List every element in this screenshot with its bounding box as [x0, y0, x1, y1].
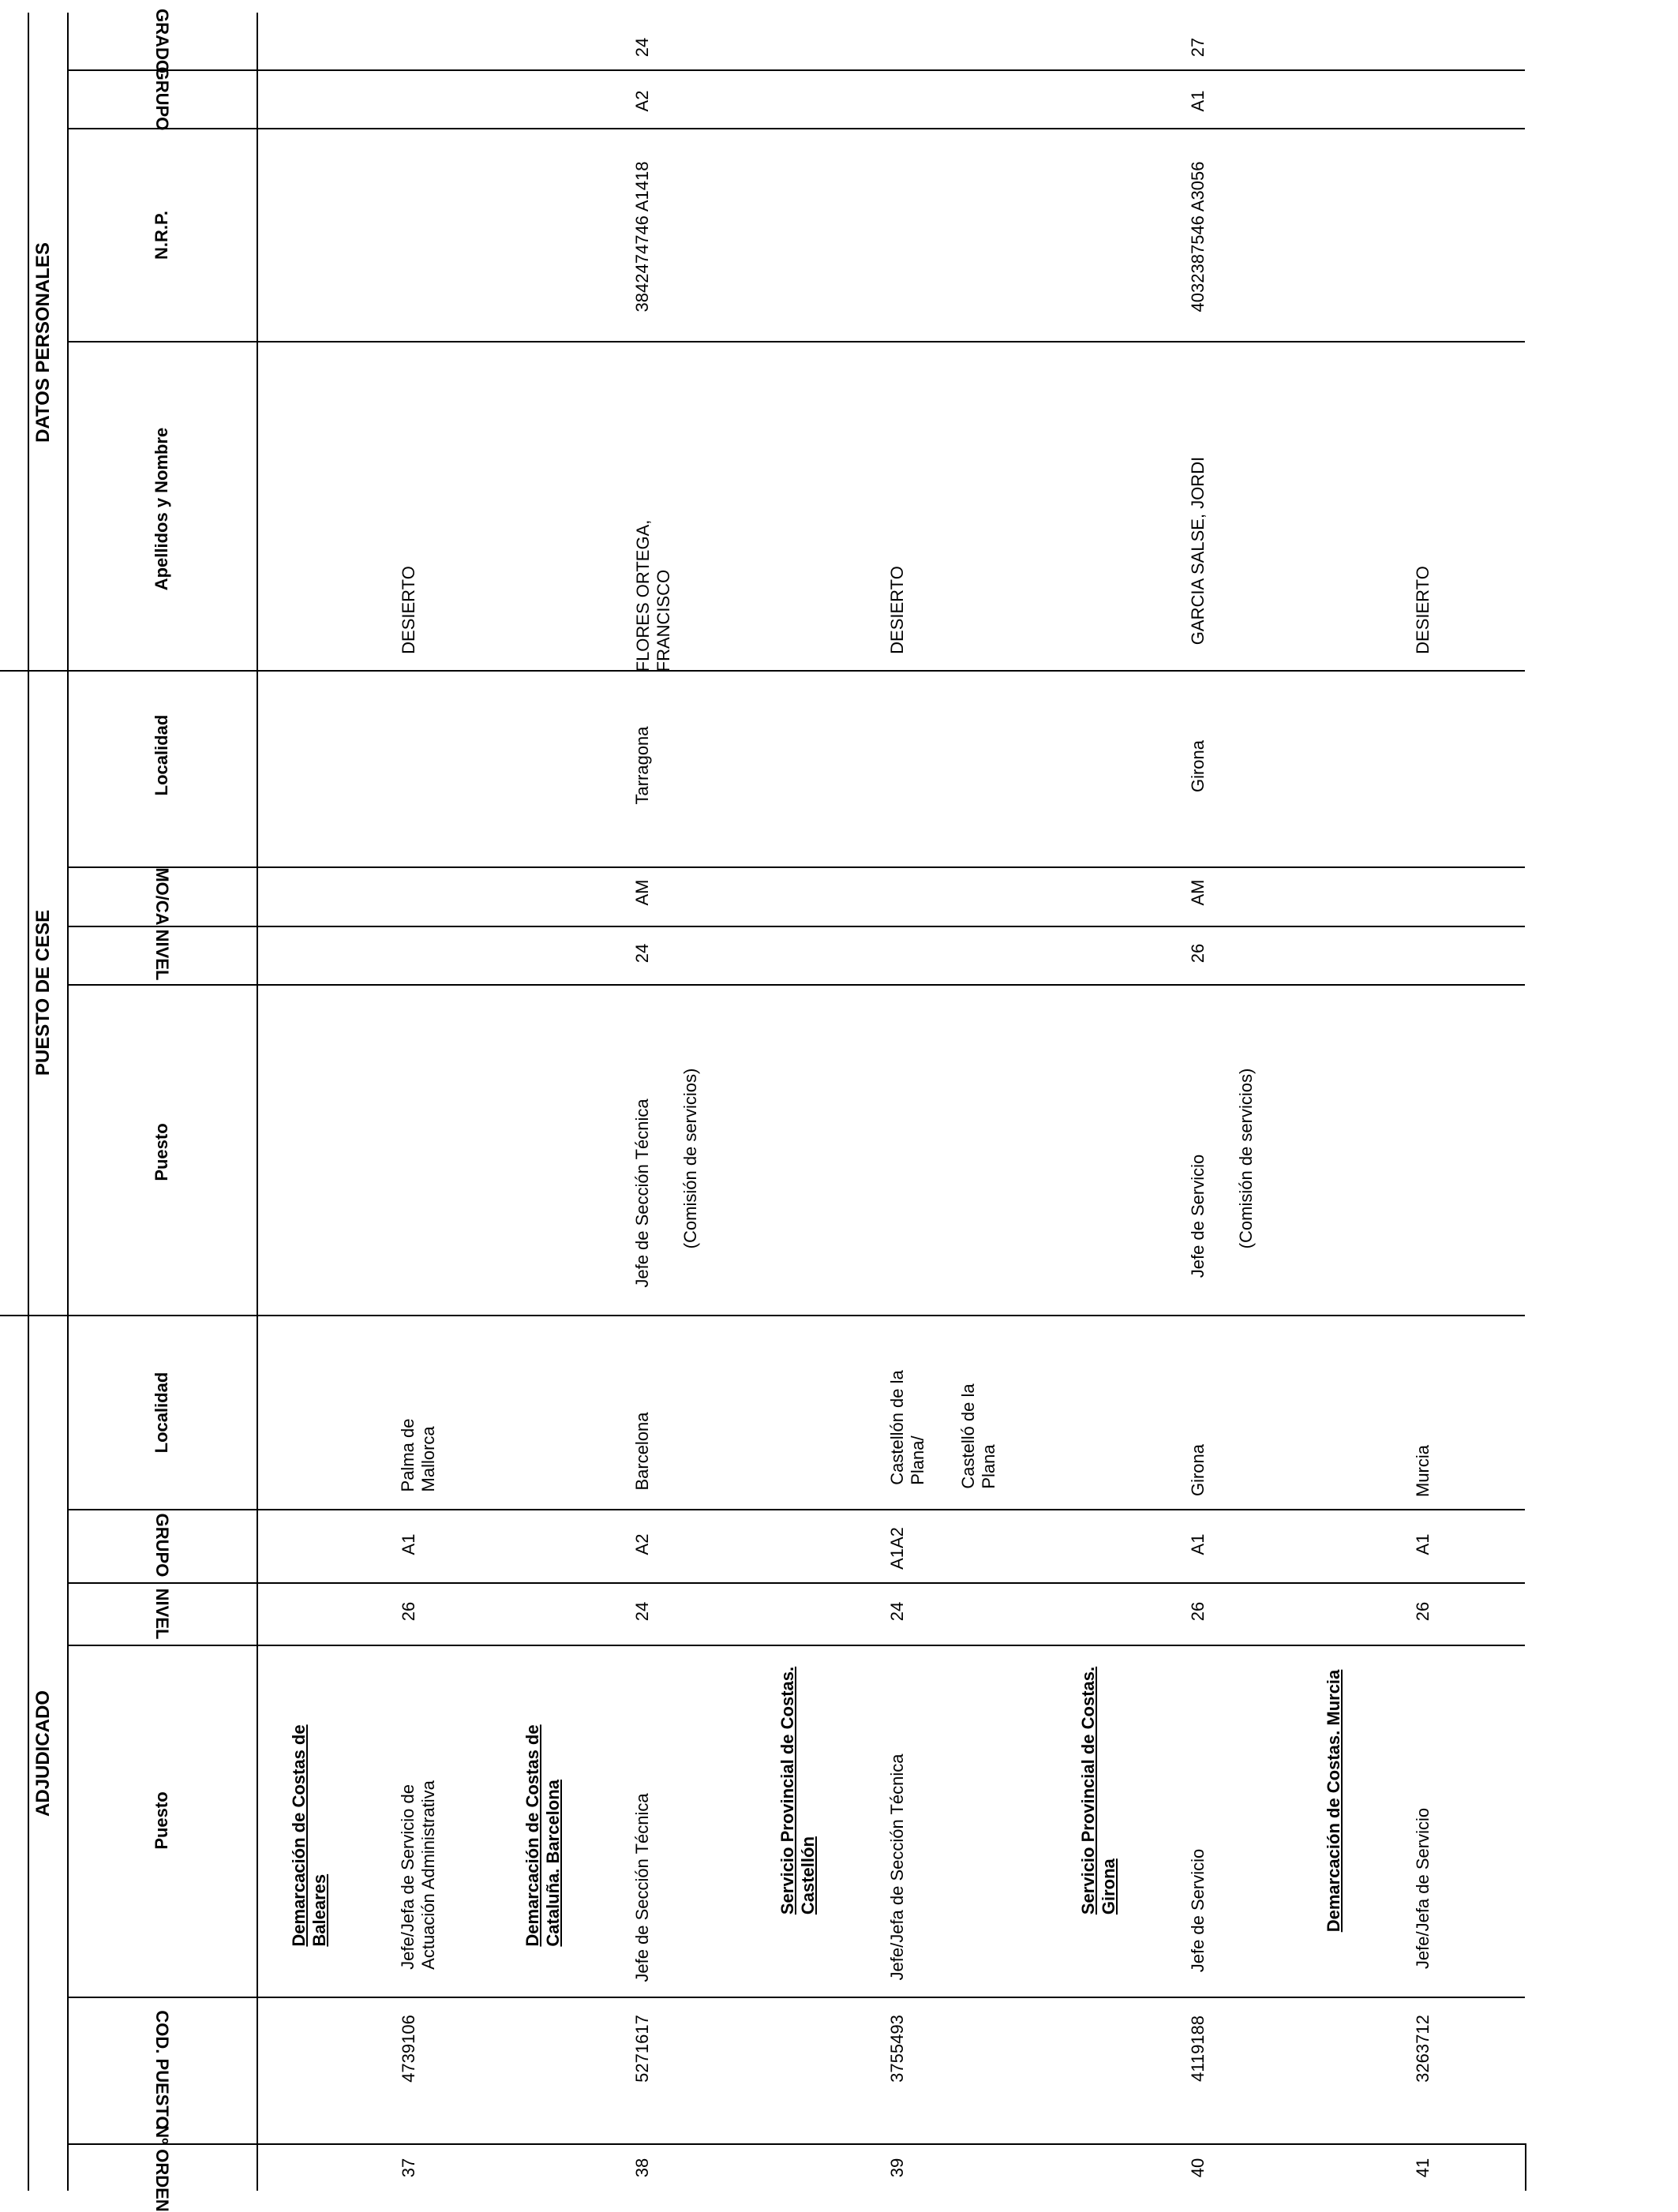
nrp-cell: 3842474746 A1418	[632, 161, 652, 313]
cese-puesto-cell: Jefe de Servicio	[1188, 1154, 1208, 1278]
header-cese-localidad: Localidad	[152, 714, 171, 796]
row-line	[67, 1582, 1525, 1584]
cese-mo-ca-cell: AM	[632, 879, 652, 906]
row-line	[67, 341, 1525, 342]
localidad-line: Plana	[979, 1444, 998, 1489]
dp-grupo-cell: A1	[1188, 90, 1208, 112]
header-puesto: Puesto	[152, 1791, 171, 1850]
header-apellidos: Apellidos y Nombre	[152, 427, 171, 591]
cod-puesto-cell: 4119188	[1188, 2015, 1208, 2083]
localidad-line: Castellón de la	[887, 1370, 907, 1485]
unit-heading-line: Girona	[1099, 1858, 1118, 1915]
unit-heading	[289, 1724, 330, 1946]
header-orden: Nº ORDEN	[152, 2125, 172, 2212]
unit-heading-line: Servicio Provincial de Costas.	[1078, 1666, 1098, 1915]
localidad-line: Castelló de la	[958, 1383, 978, 1489]
puesto-line: Jefe/Jefa de Servicio de	[398, 1784, 418, 1970]
cese-mo-ca-cell: AM	[1188, 879, 1208, 906]
localidad-cell: Murcia	[1413, 1444, 1433, 1498]
apellidos-cell: DESIERTO	[887, 566, 907, 654]
orden-cell: 41	[1413, 2158, 1433, 2178]
apellidos-cell	[633, 520, 674, 672]
grupo-cell: A2	[632, 1533, 652, 1555]
orden-cell: 37	[399, 2158, 418, 2178]
row-line	[67, 866, 1525, 868]
group-column-divider	[67, 13, 69, 2191]
localidad-cell	[887, 1370, 928, 1485]
cod-puesto-cell: 4739106	[399, 2015, 418, 2083]
row-line	[67, 984, 1525, 986]
localidad-cell	[398, 1419, 439, 1492]
cod-puesto-cell: 5271617	[632, 2015, 652, 2083]
nivel-cell: 26	[399, 1601, 418, 1622]
cese-localidad-cell: Girona	[1188, 739, 1208, 793]
orden-cell: 40	[1188, 2158, 1208, 2178]
unit-heading-line: Cataluña. Barcelona	[543, 1780, 563, 1947]
header-dp-grupo: GRUPO	[152, 66, 172, 131]
localidad-cell: Girona	[1188, 1443, 1208, 1497]
apellidos-cell: DESIERTO	[399, 566, 418, 654]
header-dp-grado: GRADO	[152, 9, 172, 73]
row-line	[67, 128, 1525, 129]
row-line	[67, 1645, 1525, 1646]
header-grupo: GRUPO	[152, 1513, 172, 1578]
cese-nivel-cell: 26	[1188, 943, 1208, 964]
group-adjudicado: ADJUDICADO	[32, 1690, 54, 1817]
unit-heading	[523, 1724, 564, 1946]
cese-puesto-cell: Jefe de Sección Técnica	[632, 1099, 652, 1288]
unit-heading-line: Demarcación de Costas de	[523, 1724, 542, 1947]
apellidos-line: FLORES ORTEGA,	[633, 519, 653, 672]
header-cese-mo-ca: MO/CA	[152, 867, 172, 926]
puesto-cell: Jefe de Servicio	[1188, 1848, 1208, 1973]
localidad-line: Palma de	[398, 1418, 418, 1492]
group-puesto-cese: PUESTO DE CESE	[32, 909, 54, 1076]
unit-heading-line: Castellón	[798, 1836, 818, 1915]
header-cod-puesto: COD. PUESTO	[152, 2010, 172, 2130]
cese-nivel-cell: 24	[632, 943, 652, 964]
apellidos-cell: DESIERTO	[1413, 566, 1433, 654]
puesto-cell: Jefe/Jefa de Servicio	[1413, 1807, 1433, 1970]
cod-puesto-cell: 3263712	[1413, 2015, 1433, 2083]
header-nivel: NIVEL	[152, 1588, 172, 1640]
unit-heading-line: Demarcación de Costas de	[289, 1724, 309, 1947]
puesto-line: Actuación Administrativa	[418, 1780, 438, 1970]
localidad-cell	[958, 1383, 999, 1488]
unit-heading	[1078, 1667, 1119, 1914]
puesto-cell: Jefe de Sección Técnica	[632, 1793, 652, 1982]
row-line	[67, 926, 1525, 927]
grupo-cell: A1	[1188, 1533, 1208, 1555]
orden-cell: 38	[632, 2158, 652, 2178]
unit-heading-line: Servicio Provincial de Costas.	[777, 1666, 797, 1915]
left-border	[28, 13, 29, 2191]
row-line	[0, 670, 1525, 672]
localidad-cell: Barcelona	[632, 1412, 652, 1491]
dp-grado-cell: 27	[1188, 37, 1208, 58]
header-localidad: Localidad	[152, 1372, 171, 1454]
header-cese-puesto: Puesto	[152, 1123, 171, 1181]
cese-localidad-cell: Tarragona	[632, 726, 652, 805]
row-line	[67, 1509, 1525, 1510]
grupo-cell: A1A2	[887, 1527, 907, 1570]
localidad-line: Plana/	[908, 1435, 927, 1485]
row-line	[67, 2143, 1525, 2145]
apellidos-cell: GARCIA SALSE, JORDI	[1188, 456, 1208, 646]
grupo-cell: A1	[399, 1533, 418, 1555]
grupo-cell: A1	[1413, 1533, 1433, 1555]
header-divider	[257, 13, 258, 2191]
header-cese-nivel: NIVEL	[152, 929, 172, 981]
cod-puesto-cell: 3755493	[887, 2015, 907, 2083]
row-line	[67, 69, 1525, 71]
nivel-cell: 24	[887, 1601, 907, 1622]
puesto-cell: Jefe/Jefa de Sección Técnica	[887, 1754, 907, 1981]
row-line	[67, 1997, 1525, 1998]
nivel-cell: 24	[632, 1601, 652, 1622]
right-bottom-line	[1525, 2143, 1526, 2191]
nivel-cell: 26	[1413, 1601, 1433, 1622]
puesto-cell	[398, 1780, 439, 1970]
orden-cell: 39	[887, 2158, 907, 2178]
row-line	[0, 1315, 1525, 1316]
dp-grupo-cell: A2	[632, 90, 652, 112]
apellidos-line: FRANCISCO	[654, 569, 673, 672]
unit-heading: Demarcación de Costas. Murcia	[1324, 1669, 1343, 1933]
group-datos-personales: DATOS PERSONALES	[32, 242, 54, 443]
cese-nota-cell: (Comisión de servicios)	[1236, 1068, 1256, 1249]
cese-nota-cell: (Comisión de servicios)	[680, 1068, 700, 1249]
localidad-line: Mallorca	[418, 1426, 438, 1492]
header-nrp: N.R.P.	[152, 211, 171, 260]
nrp-cell: 4032387546 A3056	[1188, 161, 1208, 313]
unit-heading-line: Baleares	[309, 1873, 329, 1947]
unit-heading	[777, 1667, 818, 1914]
nivel-cell: 26	[1188, 1601, 1208, 1622]
dp-grado-cell: 24	[632, 37, 652, 58]
